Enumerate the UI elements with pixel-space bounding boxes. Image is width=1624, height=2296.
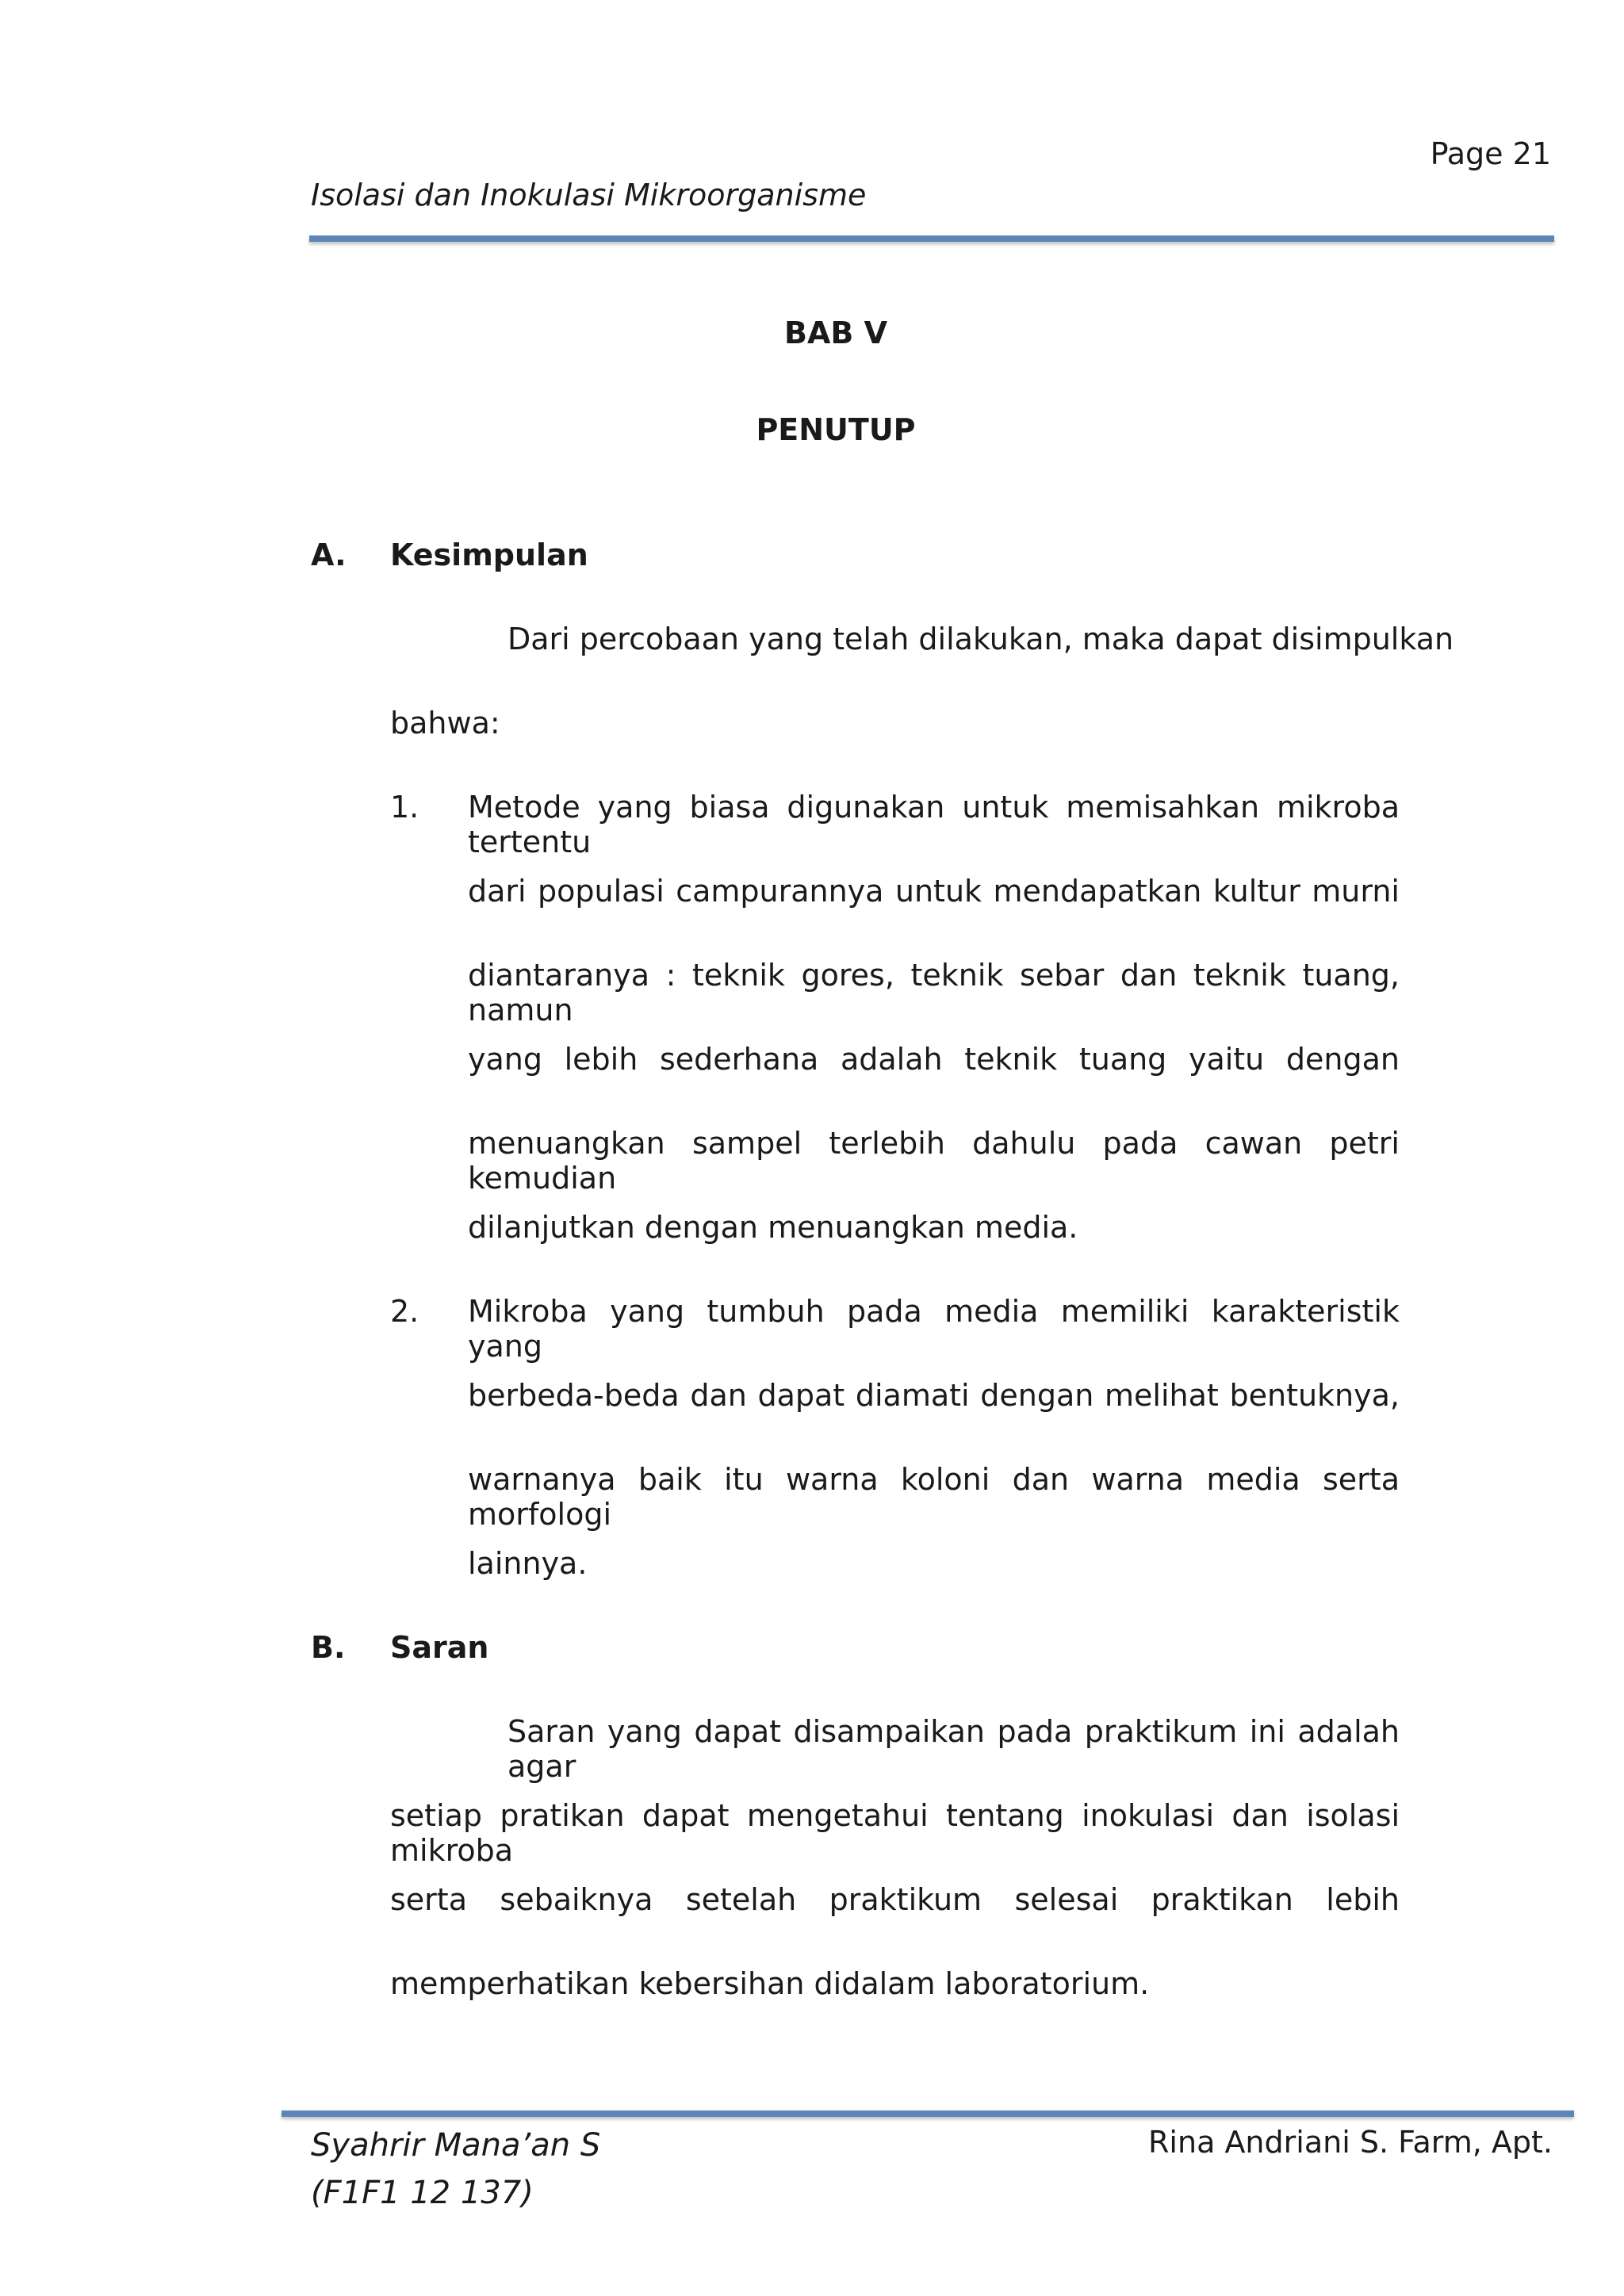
list-item-line: berbeda-beda dan dapat diamati dengan melihat bentuknya, <box>468 1378 1400 1413</box>
chapter-title: PENUTUP <box>756 412 916 447</box>
section-b-line: setiap pratikan dapat mengetahui tentang inokulasi dan isolasi mikroba <box>390 1798 1400 1868</box>
section-b-line: memperhatikan kebersihan didalam laboratorium. <box>390 1966 1150 2001</box>
footer-supervisor: Rina Andriani S. Farm, Apt. <box>1148 2125 1553 2160</box>
list-item-line: yang lebih sederhana adalah teknik tuang yaitu dengan <box>468 1042 1400 1077</box>
list-item-number: 1. <box>390 790 419 825</box>
list-item-line: Mikroba yang tumbuh pada media memiliki karakteristik yang <box>468 1294 1400 1364</box>
author-id: (F1F1 12 137) <box>311 2175 534 2211</box>
header-divider <box>309 235 1554 242</box>
section-a-title: Kesimpulan <box>390 538 588 572</box>
list-item-line: dilanjutkan dengan menuangkan media. <box>468 1210 1078 1245</box>
section-a-intro-line: bahwa: <box>390 706 500 740</box>
list-item-line: diantaranya : teknik gores, teknik sebar dan teknik tuang, namun <box>468 958 1400 1027</box>
chapter-number: BAB V <box>784 316 887 350</box>
list-item-line: dari populasi campurannya untuk mendapatkan kultur murni <box>468 874 1400 909</box>
section-b-title: Saran <box>390 1630 489 1665</box>
section-b-line: Saran yang dapat disampaikan pada praktikum ini adalah agar <box>508 1714 1400 1784</box>
page-number: Page 21 <box>1430 136 1551 171</box>
list-item-line: menuangkan sampel terlebih dahulu pada cawan petri kemudian <box>468 1126 1400 1196</box>
footer-divider <box>282 2110 1574 2117</box>
list-item-line: warnanya baik itu warna koloni dan warna media serta morfologi <box>468 1462 1400 1532</box>
list-item-line: lainnya. <box>468 1546 588 1581</box>
section-a-intro-line: Dari percobaan yang telah dilakukan, maka dapat disimpulkan <box>508 622 1454 656</box>
running-header-title: Isolasi dan Inokulasi Mikroorganisme <box>311 178 867 212</box>
list-item-number: 2. <box>390 1294 419 1329</box>
section-a-letter: A. <box>311 538 347 572</box>
list-item-line: Metode yang biasa digunakan untuk memisahkan mikroba tertentu <box>468 790 1400 859</box>
author-name: Syahrir Mana’an S <box>311 2127 601 2164</box>
section-b-letter: B. <box>311 1630 346 1665</box>
footer-author <box>311 2122 600 2217</box>
section-b-line: serta sebaiknya setelah praktikum selesai praktikan lebih <box>390 1882 1400 1917</box>
